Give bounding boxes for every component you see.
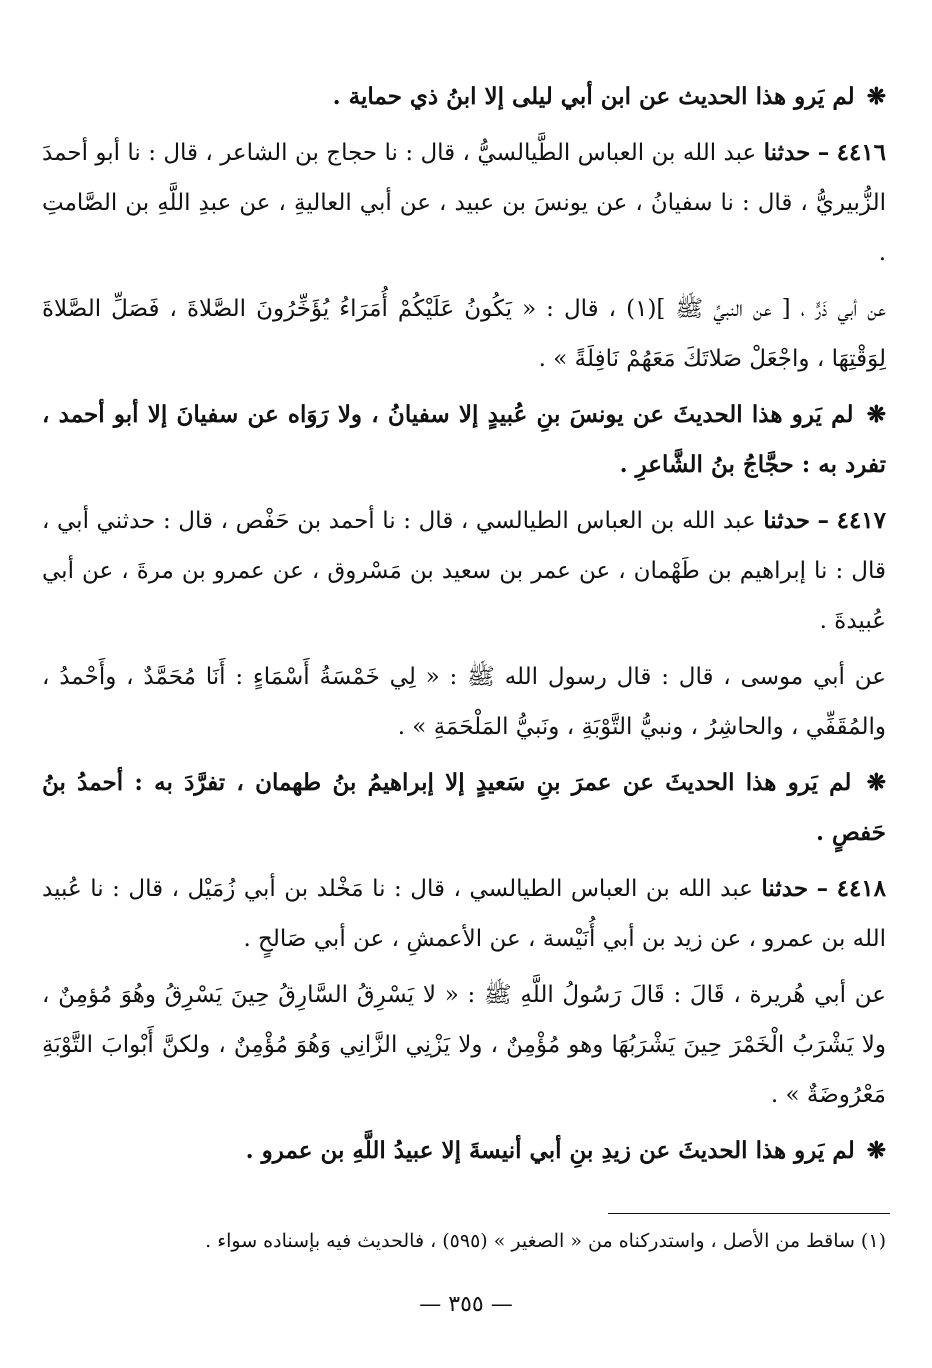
hadith-number: ٤٤١٨ — [836, 875, 887, 902]
footnote: (١) ساقط من الأصل ، واستدركناه من « الصغير » (٥٩٥) ، فالحديث فيه بإسناده سواء . — [205, 1230, 886, 1252]
matn-text: عن أبي هُريرة ، قَالَ : قَالَ رَسُولُ اللَّهِ ﷺ : « لا يَسْرِقُ السَّارِقُ حِينَ يَسْرِقُ وهُوَ مُؤمِنٌ ، ولا يَشْرَبُ الْخَمْرَ حِينَ يَشْرَبُهَا وهو مُؤْمِنٌ ، ولا يَزْنِي الزَّانِي وَهُوَ مُؤْمِنٌ ، ولكنَّ أَبْوابَ التَّوْبَةِ مَعْرُوضَةٌ » . — [42, 982, 886, 1108]
isnad-paragraph — [42, 496, 886, 646]
matn-text: عن أبي موسى ، قال : قال رسول الله ﷺ : « لِي خَمْسَةُ أَسْمَاءٍ : أَنَا مُحَمَّدٌ ، وأَحْمدُ ، والمُقَفِّي ، والحاشِرُ ، ونبيُّ التَّوْبَةِ ، ونَبيُّ المَلْحَمَةِ » . — [42, 664, 886, 740]
isnad-text: عبد الله بن العباس الطيالسي ، قال : نا أحمد بن حَفْص ، قال : حدثني أبي ، قال : نا إبراهيم بن طَهْمان ، عن عمر بن سعيد بن مَسْروق ، عن عمرو بن مرةَ ، عن أبي عُبيدةَ . — [42, 508, 886, 634]
narration-lead: حدثنا — [763, 139, 811, 166]
note-paragraph — [42, 1126, 886, 1176]
note-paragraph — [42, 390, 886, 490]
matn-paragraph — [42, 652, 886, 752]
note-paragraph — [42, 758, 886, 858]
hadith-number: ٤٤١٦ — [836, 139, 887, 166]
matn-paragraph — [42, 970, 886, 1120]
note-text: لم يَرو هذا الحديث عن ابن أبي ليلى إلا ابنُ ذي حماية . — [332, 83, 855, 110]
note-paragraph — [42, 72, 886, 122]
asterisk-icon: ❋ — [866, 769, 886, 796]
narration-lead: حدثنا — [763, 507, 810, 534]
matn-paragraph — [42, 284, 886, 384]
narration-lead: حدثنا — [761, 875, 809, 902]
isnad-paragraph — [42, 128, 886, 278]
hadith-dash: – — [816, 875, 829, 902]
page-number: — ٣٥٥ — — [419, 1292, 513, 1317]
isnad-text: عبد الله بن العباس الطَّيالسيُّ ، قال : نا حجاج بن الشاعر ، قال : نا أبو أحمدَ الزُّبيريُّ ، قال : نا سفيانُ ، عن يونسَ بن عبيد ، عن أبي العاليةِ ، عن عبدِ اللَّهِ بن الصَّامتِ . — [42, 140, 886, 266]
isnad-paragraph — [42, 864, 886, 964]
note-text: لم يَرو هذا الحديثَ عن عمرَ بنِ سَعيدٍ إلا إبراهيمُ بنُ طهمان ، تفرَّدَ به : أحمدُ بنُ حَفصٍ . — [42, 769, 886, 846]
asterisk-icon: ❋ — [866, 83, 886, 110]
hadith-dash: – — [817, 139, 830, 166]
asterisk-icon: ❋ — [866, 1137, 886, 1164]
note-text: لم يَرو هذا الحديثَ عن يونسَ بنِ عُبيدٍ إلا سفيانُ ، ولا رَوَاه عن سفيانَ إلا أبو أحمد ، تفرد به : حجَّاجُ بنُ الشَّاعرِ . — [42, 401, 886, 478]
matn-text: عن أبي ذَرٍّ ، [ عن النبيِّ ﷺ ](١) ، قال : « يَكُونُ عَلَيْكُمْ أُمَرَاءُ يُؤَخِّرُونَ الصَّلاةَ ، فَصَلِّ الصَّلاةَ لِوَقْتِهَا ، واجْعَلْ صَلاتَكَ مَعَهُمْ نَافِلَةً » . — [42, 296, 886, 372]
asterisk-icon: ❋ — [866, 401, 886, 428]
isnad-text: عبد الله بن العباس الطيالسي ، قال : نا مَخْلد بن أبي زُمَيْل ، قال : نا عُبيد الله بن عمرو ، عن زيد بن أبي أُنَيْسة ، عن الأعمشِ ، عن أبي صَالحٍ . — [42, 876, 886, 952]
hadith-number: ٤٤١٧ — [836, 507, 887, 534]
note-text: لم يَرو هذا الحديثَ عن زيدِ بنِ أبي أنيسةَ إلا عبيدُ اللَّهِ بن عمرو . — [245, 1137, 855, 1164]
footnote-divider — [608, 1213, 890, 1214]
hadith-dash: – — [817, 507, 829, 534]
